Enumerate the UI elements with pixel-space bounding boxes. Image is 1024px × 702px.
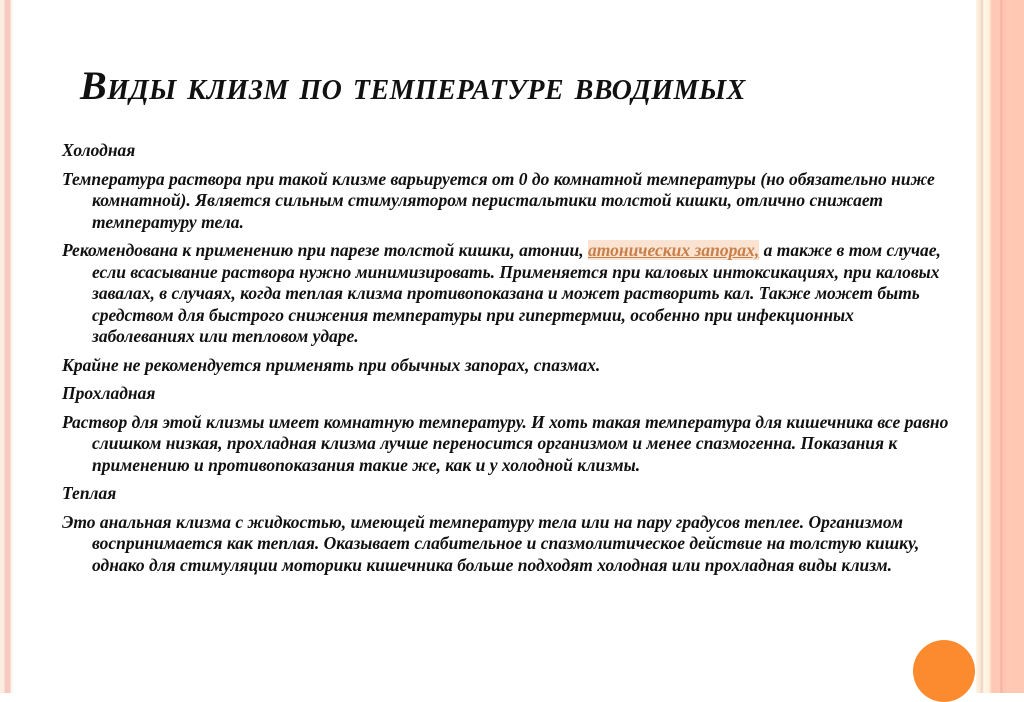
heading-warm: Теплая — [62, 483, 117, 503]
slide-title: Виды клизм по температуре вводимых — [80, 63, 746, 108]
left-border-decoration — [0, 0, 14, 693]
heading-cool: Прохладная — [62, 383, 156, 403]
paragraph: Температура раствора при такой клизме варьируется от 0 до комнатной температуры (но обязательно ниже комнатной). Является сильным стимулятором перистальтики толстой кишки, отлично снижает температуру тела. — [62, 168, 935, 232]
atonic-constipation-link[interactable]: атонических запорах, — [587, 240, 760, 260]
right-border-decoration — [976, 0, 1024, 693]
paragraph — [62, 240, 952, 348]
text: Рекомендована к применению при парезе толстой кишки, атонии, — [62, 240, 588, 260]
text: а также в том случае, если всасывание раствора нужно минимизировать. Применяется при каловых интоксикациях, при каловых завалах, в случаях, когда теплая клизма противопоказана и может растворить кал. Также может быть средством для быстрого снижения температуры при гипертермии, особенно при инфекционных заболеваниях или тепловом ударе. — [92, 240, 941, 346]
paragraph: Крайне не рекомендуется применять при обычных запорах, спазмах. — [62, 354, 601, 375]
slide-body — [62, 140, 952, 583]
heading-cold: Холодная — [62, 140, 136, 160]
paragraph: Раствор для этой клизмы имеет комнатную температуру. И хоть такая температура для кишечника все равно слишком низкая, прохладная клизма лучше переносится организмом и менее спазмогенна. Показания к применению и противопоказания такие же, как и у холодной клизмы. — [62, 411, 949, 475]
paragraph: Это анальная клизма с жидкостью, имеющей температуру тела или на пару градусов теплее. Организмом воспринимается как теплая. Оказывает слабительное и спазмолитическое действие на толстую кишку, однако для стимуляции моторики кишечника больше подходят холодная или прохладная виды клизм. — [62, 511, 920, 575]
